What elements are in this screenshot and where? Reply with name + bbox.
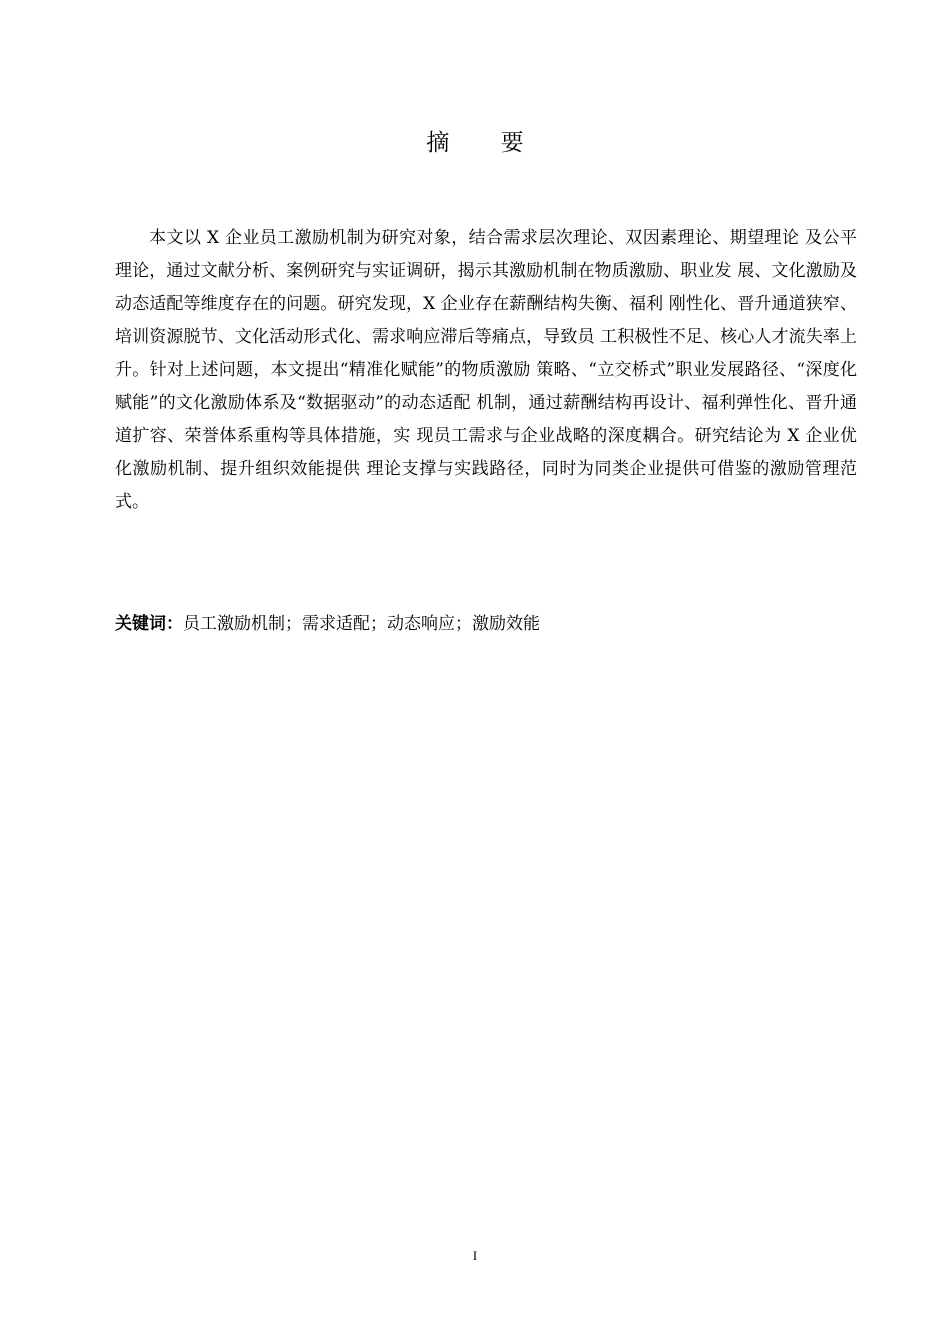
- abstract-body: 本文以 X 企业员工激励机制为研究对象，结合需求层次理论、双因素理论、期望理论 及公平理论，通过文献分析、案例研究与实证调研，揭示其激励机制在物质激励、职业发 展、文化激励及动态适配等维度存在的问题。研究发现，X 企业存在薪酬结构失衡、福利 刚性化、晋升通道狭窄、培训资源脱节、文化活动形式化、需求响应滞后等痛点，导致员 工积极性不足、核心人才流失率上升。针对上述问题，本文提出“精准化赋能”的物质激励 策略、“立交桥式”职业发展路径、“深度化赋能”的文化激励体系及“数据驱动”的动态适配 机制，通过薪酬结构再设计、福利弹性化、晋升通道扩容、荣誉体系重构等具体措施，实 现员工需求与企业战略的深度耦合。研究结论为 X 企业优化激励机制、提升组织效能提供 理论支撑与实践路径，同时为同类企业提供可借鉴的激励管理范式。: [115, 228, 857, 512]
- abstract-title: 摘 要: [426, 130, 546, 156]
- keywords-label: 关键词：: [115, 614, 183, 634]
- keywords-line: [115, 610, 857, 638]
- keywords-list: 员工激励机制；需求适配；动态响应；激励效能: [183, 614, 540, 634]
- page-number: I: [472, 1248, 478, 1263]
